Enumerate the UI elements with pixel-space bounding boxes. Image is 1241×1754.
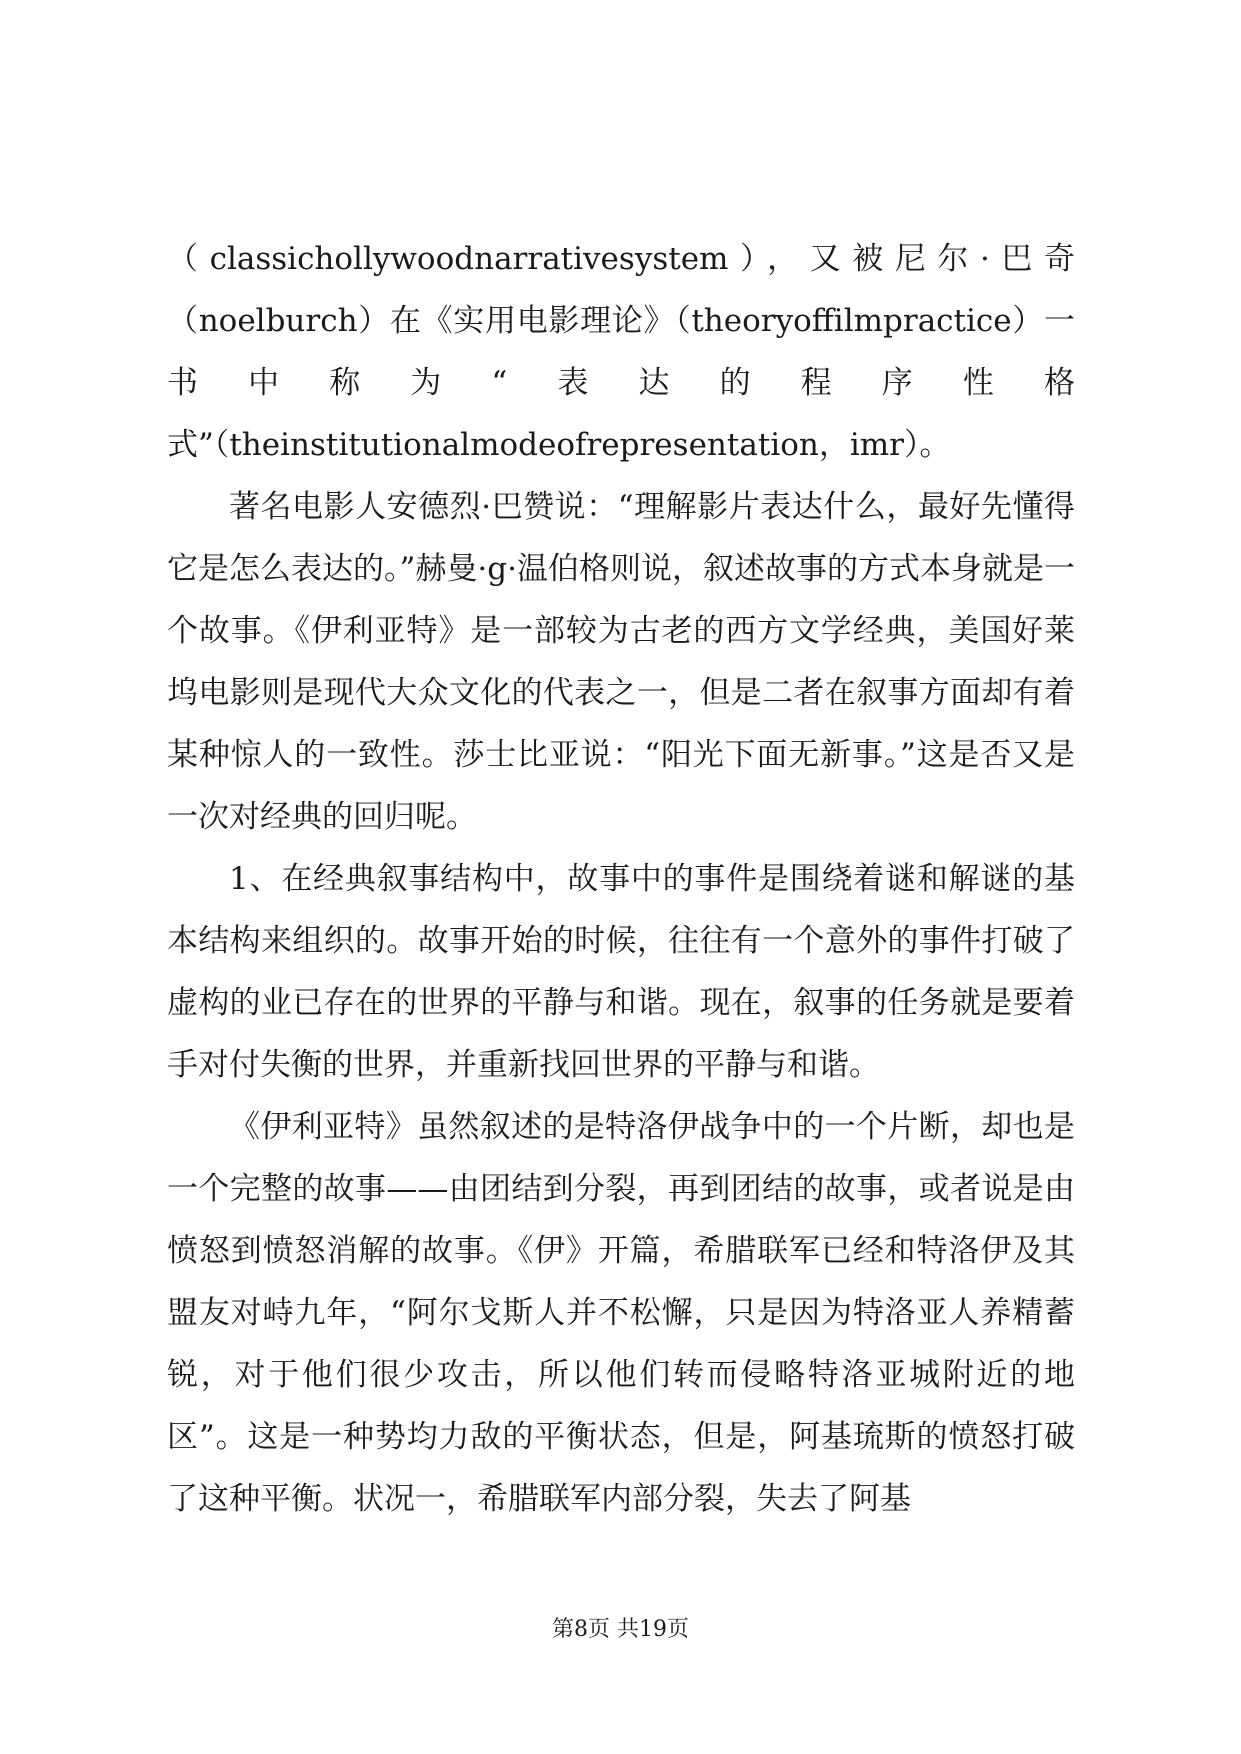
paragraph-2: 著名电影人安德烈·巴赞说：“理解影片表达什么，最好先懂得它是怎么表达的。”赫曼·g·温伯格则说，叙述故事的方式本身就是一个故事。《伊利亚特》是一部较为古老的西方文学经典，美国好莱坞电影则是现代大众文化的代表之一，但是二者在叙事方面却有着某种惊人的一致性。莎士比亚说：“阳光下面无新事。”这是否又是一次对经典的回归呢。 [167,489,1075,835]
page-footer [0,1612,1241,1643]
paragraph-4: 《伊利亚特》虽然叙述的是特洛伊战争中的一个片断，却也是一个完整的故事——由团结到分裂，再到团结的故事，或者说是由愤怒到愤怒消解的故事。《伊》开篇，希腊联军已经和特洛伊及其盟友对峙九年，“阿尔戈斯人并不松懈，只是因为特洛亚人养精蓄锐，对于他们很少攻击，所以他们转而侵略特洛亚城附近的地区”。这是一种势均力敌的平衡状态，但是，阿基琉斯的愤怒打破了这种平衡。状况一，希腊联军内部分裂，失去了阿基 [167,1109,1075,1517]
body-text [167,228,1075,1530]
paragraph-1: （classichollywoodnarrativesystem），又被尼尔·巴奇（noelburch）在《实用电影理论》（theoryoffilmpractice）一书中称为“表达的程序性格式”（theinstitutionalmodeofrepresentation，imr）。 [167,241,1075,463]
paragraph-3: 1、在经典叙事结构中，故事中的事件是围绕着谜和解谜的基本结构来组织的。故事开始的时候，往往有一个意外的事件打破了虚构的业已存在的世界的平静与和谐。现在，叙事的任务就是要着手对付失衡的世界，并重新找回世界的平静与和谐。 [167,861,1075,1083]
page-number-label: 第8页 共19页 [552,1617,689,1642]
